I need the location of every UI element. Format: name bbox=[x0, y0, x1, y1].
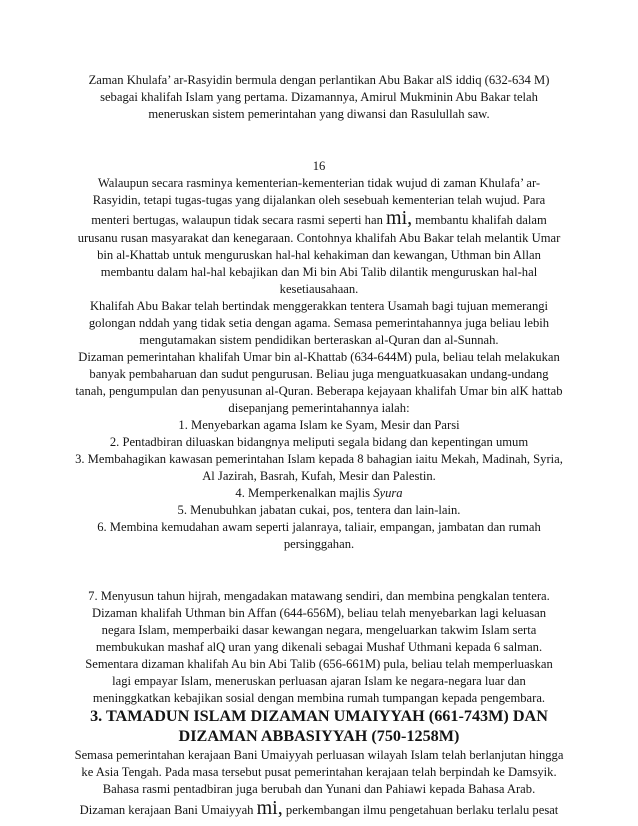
paragraph-line bbox=[0, 205, 638, 233]
list-item: 6. Membina kemudahan awam seperti jalanraya, taliair, empangan, jambatan dan rumah bbox=[97, 520, 541, 534]
list-item: 7. Menyusun tahun hijrah, mengadakan matawang sendiri, dan membina pengkalan tentera. bbox=[88, 589, 550, 603]
paragraph-line: Walaupun secara rasminya kementerian-kementerian tidak wujud di zaman Khulafa’ ar- bbox=[97, 176, 541, 190]
list-item-continued: Al Jazirah, Basrah, Kufah, Mesir dan Palestin. bbox=[202, 469, 436, 483]
paragraph-line: meneruskan sistem pemerintahan yang diwansi dan Rasulullah saw. bbox=[148, 107, 490, 121]
paragraph-line: urusanu rusan masyarakat dan kenegaraan. Contohnya khalifah Abu Bakar telah melantik Umar bbox=[77, 231, 561, 245]
paragraph-line: mengutamakan sistem pendidikan berteraskan al-Quran dan al-Sunnah. bbox=[139, 333, 499, 347]
paragraph-line: ke Asia Tengah. Pada masa tersebut pusat pemerintahan kerajaan telah berpindah ke Damsyik. bbox=[81, 765, 557, 779]
paragraph-line: membukukan mashaf alQ uran yang dikenali sebagai Mushaf Uthmani kepada 6 salman. bbox=[95, 640, 543, 654]
line-text: perkembangan ilmu pengetahuan berlaku terlalu pesat bbox=[282, 803, 559, 817]
paragraph-line: kesetiausahaan. bbox=[279, 282, 359, 296]
line-text: membantu khalifah dalam bbox=[412, 213, 547, 227]
paragraph-line: negara Islam, memperbaiki dasar kewangan negara, mengeluarkan takwim Islam serta bbox=[101, 623, 537, 637]
paragraph-line bbox=[0, 795, 638, 823]
paragraph-line: Khalifah Abu Bakar telah bertindak menggerakkan tentera Usamah bagi tujuan memerangi bbox=[89, 299, 549, 313]
line-text: Dizaman kerajaan Bani Umaiyyah bbox=[79, 803, 257, 817]
large-word: mi, bbox=[386, 207, 413, 229]
list-item: 5. Menubuhkan jabatan cukai, pos, tentera dan lain-lain. bbox=[177, 503, 461, 517]
section-heading: DIZAMAN ABBASIYYAH (750-1258M) bbox=[178, 727, 460, 745]
paragraph-line: tanah, pengumpulan dan penyusunan al-Quran. Beberapa kejayaan khalifah Umar bin alK hattab bbox=[75, 384, 563, 398]
paragraph-line: Zaman Khulafa’ ar-Rasyidin bermula dengan perlantikan Abu Bakar alS iddiq (632-634 M) bbox=[88, 73, 550, 87]
paragraph-line: Dizaman pemerintahan khalifah Umar bin al-Khattab (634-644M) pula, beliau telah melakukan bbox=[78, 350, 560, 364]
paragraph-line: meninggkatkan kebajikan sosial dengan membina rumah tumpangan kepada pengembara. bbox=[92, 691, 546, 705]
list-item bbox=[0, 485, 638, 502]
italic-term: Syura bbox=[373, 486, 403, 500]
list-item: 2. Pentadbiran diluaskan bidangnya meliputi segala bidang dan kepentingan umum bbox=[109, 435, 529, 449]
paragraph-line: Dizaman khalifah Uthman bin Affan (644-656M), beliau telah menyebarkan lagi keluasan bbox=[91, 606, 547, 620]
list-item: 3. Membahagikan kawasan pemerintahan Islam kepada 8 bahagian iaitu Mekah, Madinah, Syria, bbox=[75, 452, 563, 466]
paragraph-line: bin al-Khattab untuk menguruskan hal-hal kehakiman dan kewangan, Uthman bin Allan bbox=[97, 248, 541, 262]
paragraph-line: lagi empayar Islam, meneruskan perluasan ajaran Islam ke negara-negara luar dan bbox=[112, 674, 526, 688]
paragraph-line: Bahasa rasmi pentadbiran juga berubah dan Yunani dan Pahiawi kepada Bahasa Arab. bbox=[102, 782, 536, 796]
section-heading: 3. TAMADUN ISLAM DIZAMAN UMAIYYAH (661-743M) DAN bbox=[90, 707, 548, 725]
line-text: menteri bertugas, walaupun tidak secara rasmi seperti han bbox=[91, 213, 387, 227]
list-item: 1. Menyebarkan agama Islam ke Syam, Mesir dan Parsi bbox=[178, 418, 460, 432]
paragraph-line: membantu dalam hal-hal kebajikan dan Mi bin Abi Talib dilantik menguruskan hal-hal bbox=[100, 265, 538, 279]
paragraph-line: Rasyidin, tetapi tugas-tugas yang dijalankan oleh sesebuah kementerian telah wujud. Para bbox=[92, 193, 546, 207]
paragraph-line: golongan nddah yang tidak setia dengan agama. Semasa pemerintahannya juga beliau lebih bbox=[88, 316, 550, 330]
paragraph-line: disepanjang pemerintahannya ialah: bbox=[228, 401, 410, 415]
paragraph-line: Semasa pemerintahan kerajaan Bani Umaiyyah perluasan wilayah Islam telah berlanjutan hingga bbox=[74, 748, 564, 762]
paragraph-line: Sementara dizaman khalifah Au bin Abi Talib (656-661M) pula, beliau telah memperluaskan bbox=[85, 657, 553, 671]
large-word: mi, bbox=[256, 797, 283, 819]
paragraph-line: sebagai khalifah Islam yang pertama. Dizamannya, Amirul Mukminin Abu Bakar telah bbox=[100, 90, 538, 104]
paragraph-line: banyak pembaharuan dan sudut pengurusan. Beliau juga menguatkuasakan undang-undang bbox=[89, 367, 549, 381]
page-number: 16 bbox=[312, 159, 326, 173]
list-item-continued: persinggahan. bbox=[283, 537, 355, 551]
line-text: 4. Memperkenalkan majlis bbox=[235, 486, 374, 500]
